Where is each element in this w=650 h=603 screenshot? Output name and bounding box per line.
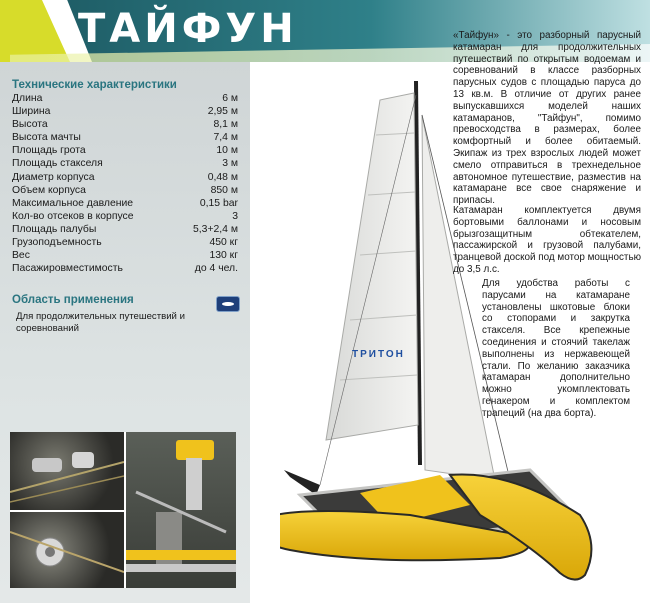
spec-label: Высота [12,119,48,131]
spec-label: Диаметр корпуса [12,171,95,183]
spec-value: 8,1 м [213,119,238,131]
spec-row [12,144,238,157]
spec-row [12,249,238,262]
rudder [284,470,320,495]
sail-brand-label: ТРИТОН [352,349,405,360]
description-para-1: «Тайфун» - это разборный парусный катамаран для продолжительных путешествий по открытым водоемам и соревнований в классе разборных парусных судов с площадью паруса до 13 кв.м. В отличие от других ранее выпускавшихся моделей наших катамаранов, "Тайфун", помимо превосходства в размерах, более комфортный и более обитаемый. Экипаж из трех взрослых людей может смело отправиться в трехнедельное автономное путешествие, разместив на катамаране все свое снаряжение и припасы. [453,30,641,207]
photo-block [10,512,124,588]
mainsail [326,93,418,440]
photo-motor-mount [126,432,236,588]
description-para-3: Для удобства работы с парусами на катамаране установлены шкотовые блоки со стопорами и закрутка стакселя. Все крепежные соединения и стоячий такелаж выполнены из нержавеющей стали. По желанию заказчика катамаран дополнительно можно укомплектовать генакером и комплектом трапеций (на два борта). [482,278,630,419]
spec-row [12,131,238,144]
spec-row [12,92,238,105]
spec-value: 6 м [222,93,238,104]
spec-label: Длина [12,93,43,104]
spec-row [12,223,238,236]
usage-title: Область применения [12,294,134,306]
spec-label: Грузоподъемность [12,237,102,249]
spec-value: 5,3+2,4 м [193,223,238,235]
logo-badge-icon [216,296,240,312]
usage-text: Для продолжительных путешествий и соревнований [16,311,185,334]
spec-label: Площадь палубы [12,223,97,235]
spec-value: 0,15 bar [199,197,238,209]
spec-row [12,118,238,131]
spec-label: Ширина [12,106,51,118]
spec-row [12,236,238,249]
specs-list [12,92,238,275]
spec-label: Максимальное давление [12,197,134,209]
spec-value: 130 кг [209,250,238,262]
spec-row [12,171,238,184]
spec-value: 3 [232,210,238,222]
spec-label: Площадь грота [12,145,86,157]
spec-value: 0,48 м [207,171,238,183]
spec-label: Высота мачты [12,132,81,144]
spec-value: 7,4 м [213,132,238,144]
spec-label: Объем корпуса [12,184,86,196]
spec-value: 2,95 м [207,106,238,118]
spec-row [12,157,238,170]
header-accent-stripe [0,0,70,62]
spec-row [12,262,238,275]
spec-value: до 4 чел. [194,263,238,275]
description-para-2: Катамаран комплектуется двумя бортовыми баллонами и носовым брызгозащитным обтекателем, пассажирской и грузовой палубами, транцевой доской под мотор мощностью до 3,5 л.с. [453,205,641,275]
spec-value: 3 м [222,158,238,170]
spec-row [12,197,238,210]
spec-value: 10 м [216,145,238,157]
spec-row [12,184,238,197]
spec-label: Площадь стакселя [12,158,103,170]
photo-deck-fittings [10,432,124,510]
spec-value: 850 м [210,184,238,196]
spec-value: 450 кг [209,237,238,249]
spec-row [12,210,238,223]
spec-label: Вес [12,250,30,262]
spec-row [12,105,238,118]
page-title: ТАЙФУН [78,6,298,52]
spec-label: Пасажировместимость [12,263,123,275]
specs-title: Технические характеристики [12,79,177,91]
spec-label: Кол-во отсеков в корпусе [12,210,134,222]
detail-photos [10,432,236,588]
